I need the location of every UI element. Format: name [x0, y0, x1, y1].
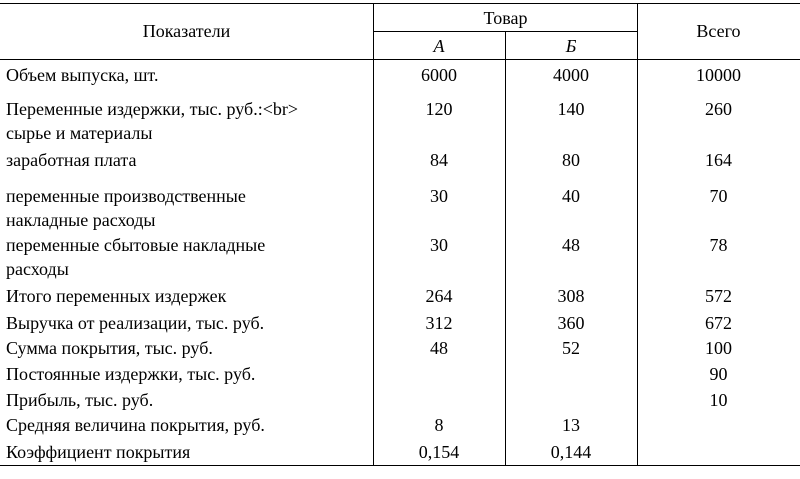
row-label: Выручка от реализации, тыс. руб.	[6, 313, 265, 333]
value-product-b: 308	[557, 286, 585, 306]
row-label: Сумма покрытия, тыс. руб.	[6, 338, 213, 358]
row-label-continued: сырье и материалы	[6, 123, 153, 143]
value-product-a: 48	[430, 338, 448, 358]
row-label-continued: накладные расходы	[6, 210, 156, 230]
row-label: переменные производственные	[6, 186, 246, 206]
value-product-a: 264	[425, 286, 453, 306]
value-product-b: 48	[562, 235, 580, 255]
value-product-b: 40	[562, 186, 580, 206]
row-label: Прибыль, тыс. руб.	[6, 390, 154, 410]
row-label: Постоянные издержки, тыс. руб.	[6, 364, 256, 384]
row-label: заработная плата	[6, 150, 137, 170]
value-total: 672	[705, 313, 732, 333]
value-product-a: 6000	[421, 65, 457, 85]
header-total: Всего	[696, 21, 741, 41]
value-product-a: 30	[430, 235, 448, 255]
row-label-continued: расходы	[6, 259, 69, 279]
header-product-a: А	[433, 36, 445, 56]
value-product-b: 52	[562, 338, 580, 358]
value-product-b: 360	[557, 313, 585, 333]
header-indicators: Показатели	[142, 21, 231, 41]
value-product-a: 84	[430, 150, 448, 170]
header-product-b: Б	[565, 36, 577, 56]
row-label: Переменные издержки, тыс. руб.:<br>	[6, 99, 299, 119]
value-product-b: 4000	[553, 65, 589, 85]
value-total: 100	[705, 338, 732, 358]
value-product-b: 80	[562, 150, 580, 170]
value-total: 10000	[696, 65, 741, 85]
value-product-a: 8	[434, 415, 444, 435]
header-bottom-border	[0, 59, 800, 60]
row-label: Объем выпуска, шт.	[6, 65, 159, 85]
row-label: Коэффициент покрытия	[6, 442, 191, 462]
value-product-b: 0,144	[550, 442, 592, 462]
value-product-a: 0,154	[418, 442, 460, 462]
row-label: Итого переменных издержек	[6, 286, 227, 306]
table-bottom-border	[0, 465, 800, 466]
value-total: 78	[709, 235, 728, 255]
value-total: 572	[705, 286, 732, 306]
value-total: 70	[709, 186, 728, 206]
row-label: переменные сбытовые накладные	[6, 235, 266, 255]
header-product: Товар	[483, 8, 528, 28]
row-label: Средняя величина покрытия, руб.	[6, 415, 265, 435]
value-product-a: 30	[430, 186, 448, 206]
value-product-a: 312	[425, 313, 453, 333]
value-total: 164	[705, 150, 732, 170]
value-total: 90	[709, 364, 728, 384]
value-total: 10	[709, 390, 728, 410]
value-total: 260	[705, 99, 732, 119]
value-product-a: 120	[425, 99, 453, 119]
value-product-b: 13	[562, 415, 580, 435]
value-product-b: 140	[557, 99, 585, 119]
table-top-border	[0, 3, 800, 4]
